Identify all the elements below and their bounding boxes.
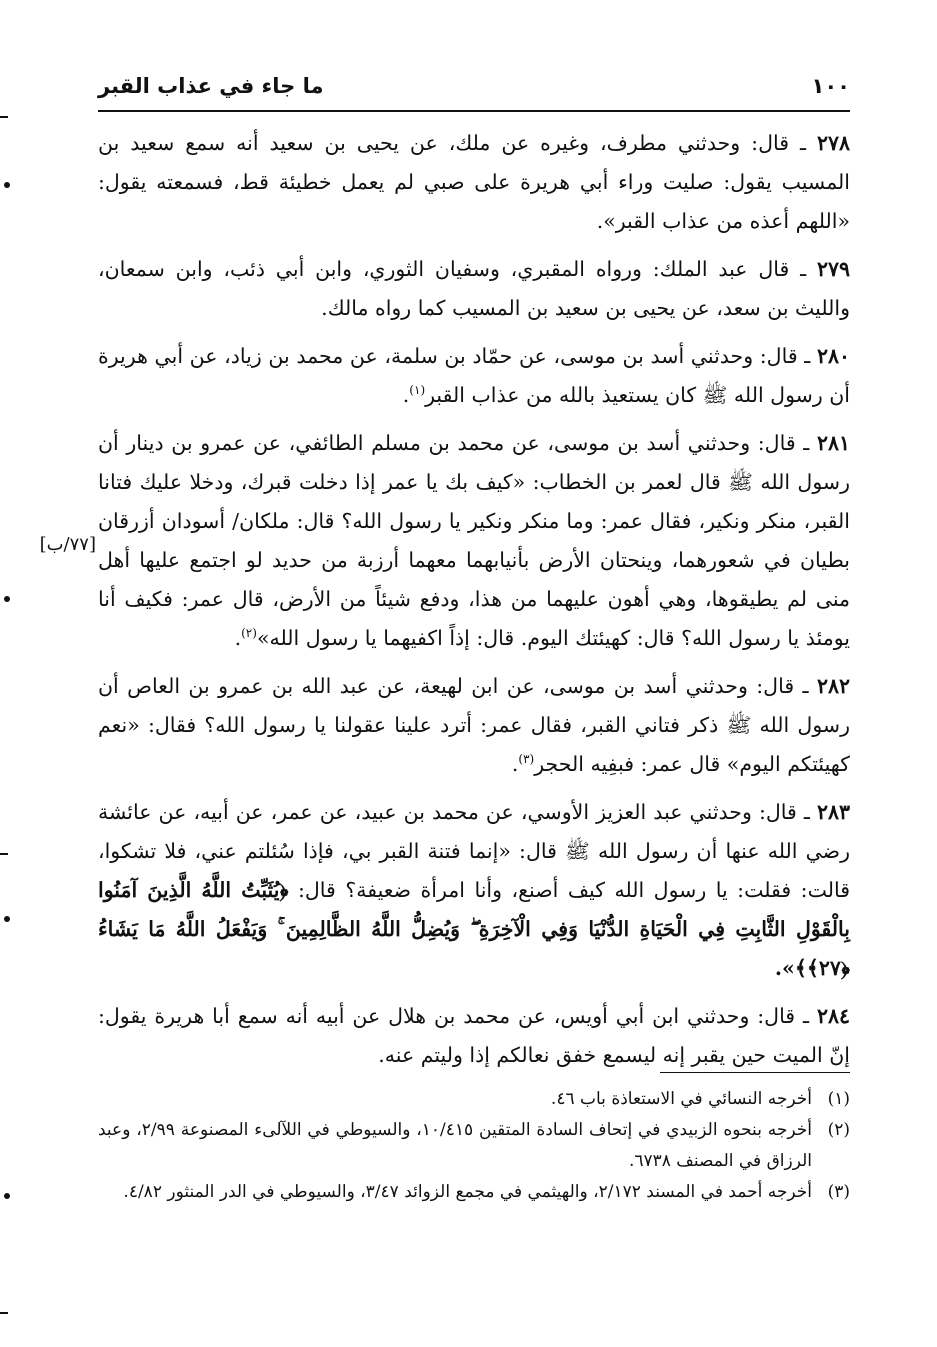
book-page <box>39 66 850 1316</box>
main-text <box>98 124 850 1084</box>
footnote-rule <box>660 1072 850 1073</box>
footnote-mark: (٣) <box>827 1182 850 1202</box>
scan-edge-mark <box>0 1312 8 1314</box>
hadith-279 <box>98 250 850 328</box>
hadith-text: ـ قال: وحدثني أسد بن موسى، عن حمّاد بن سلمة، عن محمد بن زياد، عن أبي هريرة أن رسول الله ﷺ كان يستعيذ بالله من عذاب القبر <box>98 344 850 407</box>
hadith-281: ٢٨١ ـ قال: وحدثني أسد بن موسى، عن محمد بن مسلم الطائفي، عن عمرو بن دينار أن رسول الله ﷺ قال لعمر بن الخطاب: «كيف بك يا عمر إذا دخلت قبرك، ودخلا عليك فتانا القبر، منكر ونكير، فقال عمر: وما منكر ونكير يا رسول الله؟ قال: ملكان/ أسودان أزرقان بطيان في شعورهما، وينحتان الأرض بأنيابهما معهما أرزبة من حديد لو اجتمع عليها أهل منى لم يطيقوها، وهي أهون عليهما من هذا، ودفع شيئاً من الأرض، قال عمر: فكيف أنا يومئذ يا رسول الله؟ قال: كهيئتك اليوم. قال: إذاً اكفيهما يا رسول الله»$^{(٢)}$. <box>98 431 850 650</box>
hadith-284 <box>98 997 850 1075</box>
hadith-278 <box>98 124 850 241</box>
scan-edge-mark <box>0 853 8 855</box>
header-rule <box>98 110 850 112</box>
hadith-number: ٢٨٢ <box>816 674 850 698</box>
hadith-text: ـ قال: وحدثني مطرف، وغيره عن ملك، عن يحيى بن سعيد أنه سمع سعيد بن المسيب يقول: صليت وراء أبي هريرة على صبي لم يعمل خطيئة قط، فسمعته يقول: «اللهم أعذه من عذاب القبر». <box>98 131 850 233</box>
scan-edge-mark <box>4 596 10 602</box>
hadith-280: ٢٨٠ ـ قال: وحدثني أسد بن موسى، عن حمّاد بن سلمة، عن محمد بن زياد، عن أبي هريرة أن رسول الله ﷺ كان يستعيذ بالله من عذاب القبر$^{(١)}$. <box>98 344 850 407</box>
hadith-283 <box>98 793 850 988</box>
chapter-title: ما جاء في عذاب القبر <box>98 74 324 98</box>
scan-edge-mark <box>4 916 10 922</box>
footnote-ref[interactable]: (٢) <box>241 626 257 641</box>
footnote-mark: (٢) <box>827 1120 850 1140</box>
hadith-number: ٢٧٨ <box>816 131 850 155</box>
scan-edge-mark <box>4 1193 10 1199</box>
footnote-text: أخرجه النسائي في الاستعاذة باب ٤٦. <box>550 1089 812 1109</box>
footnote-text: أخرجه بنحوه الزبيدي في إتحاف السادة المتقين ١٠/٤١٥، والسيوطي في اللآلىء المصنوعة ٢/٩٩، وعبد الرزاق في المصنف ٦٧٣٨. <box>98 1120 813 1171</box>
hadith-text: ـ قال عبد الملك: ورواه المقبري، وسفيان الثوري، وابن أبي ذئب، وابن سمعان، والليث بن سعد، عن يحيى بن سعيد بن المسيب كما رواه مالك. <box>98 257 850 320</box>
quran-verse: ﴿يُثَبِّتُ اللَّهُ الَّذِينَ آمَنُوا بِالْقَوْلِ الثَّابِتِ فِي الْحَيَاةِ الدُّنْيَا وَفِي الْآخِرَةِ ۖ وَيُضِلُّ اللَّهُ الظَّالِمِينَ ۚ وَيَفْعَلُ اللَّهُ مَا يَشَاءُ ﴿٢٧﴾﴾». <box>98 878 850 980</box>
footnote-ref[interactable]: (١) <box>409 383 426 398</box>
footnote <box>98 1084 850 1115</box>
scan-edge-mark <box>0 116 8 118</box>
footnotes <box>98 1084 850 1208</box>
hadith-text: ـ قال: وحدثني عبد العزيز الأوسي، عن محمد بن عبيد، عن عمر، عن أبيه، عن عائشة رضي الله عنها أن رسول الله ﷺ قال: «إنما فتنة القبر بي، فإذا سُئلتم عني، فلا تشكوا، قالت: فقلت: يا رسول الله كيف أصنع، وأنا امرأة ضعيفة؟ قال: <box>98 800 850 902</box>
footnote-text: أخرجه أحمد في المسند ٢/١٧٢، والهيثمي في مجمع الزوائد ٣/٤٧، والسيوطي في الدر المنثور ٤/٨٢. <box>123 1182 812 1202</box>
hadith-number: ٢٧٩ <box>816 257 850 281</box>
hadith-text: ـ قال: وحدثني ابن أبي أويس، عن محمد بن هلال عن أبيه أنه سمع أبا هريرة يقول: إنّ الميت حين يقبر إنه ليسمع خفق نعالكم إذا وليتم عنه. <box>98 1004 850 1067</box>
manuscript-folio-marker: [٧٧/ب] <box>39 534 96 555</box>
hadith-number: ٢٨٠ <box>816 344 850 368</box>
scan-edge-mark <box>4 182 10 188</box>
hadith-number: ٢٨١ <box>816 431 850 455</box>
hadith-text: ـ قال: وحدثني أسد بن موسى، عن ابن لهيعة، عن عبد الله بن عمرو بن العاص أن رسول الله ﷺ ذكر فتاني القبر، فقال عمر: أترد علينا عقولنا يا رسول الله؟ فقال: «نعم كهيئتكم اليوم» قال عمر: فبفِيه الحجر <box>98 674 850 776</box>
hadith-number: ٢٨٤ <box>816 1004 850 1028</box>
hadith-text: ـ قال: وحدثني أسد بن موسى، عن محمد بن مسلم الطائفي، عن عمرو بن دينار أن رسول الله ﷺ قال لعمر بن الخطاب: «كيف بك يا عمر إذا دخلت قبرك، ودخلا عليك فتانا القبر، منكر ونكير، فقال عمر: وما منكر ونكير يا رسول الله؟ قال: ملكان/ أسودان أزرقان بطيان في شعورهما، وينحتان الأرض بأنيابهما معهما أرزبة من حديد لو اجتمع عليها أهل منى لم يطيقوها، وهي أهون عليهما من هذا، ودفع شيئاً من الأرض، قال عمر: فكيف أنا يومئذ يا رسول الله؟ قال: كهيئتك اليوم. قال: إذاً اكفيهما يا رسول الله» <box>98 431 850 650</box>
footnote-mark: (١) <box>827 1089 850 1109</box>
hadith-number: ٢٨٣ <box>816 800 850 824</box>
footnote-ref[interactable]: (٣) <box>518 752 535 767</box>
running-header <box>98 74 850 108</box>
footnote <box>98 1115 850 1177</box>
hadith-282: ٢٨٢ ـ قال: وحدثني أسد بن موسى، عن ابن لهيعة، عن عبد الله بن عمرو بن العاص أن رسول الله ﷺ ذكر فتاني القبر، فقال عمر: أترد علينا عقولنا يا رسول الله؟ فقال: «نعم كهيئتكم اليوم» قال عمر: فبفِيه الحجر$^{(٣)}$. <box>98 674 850 776</box>
footnote <box>98 1177 850 1208</box>
page-number: ١٠٠ <box>811 74 850 98</box>
